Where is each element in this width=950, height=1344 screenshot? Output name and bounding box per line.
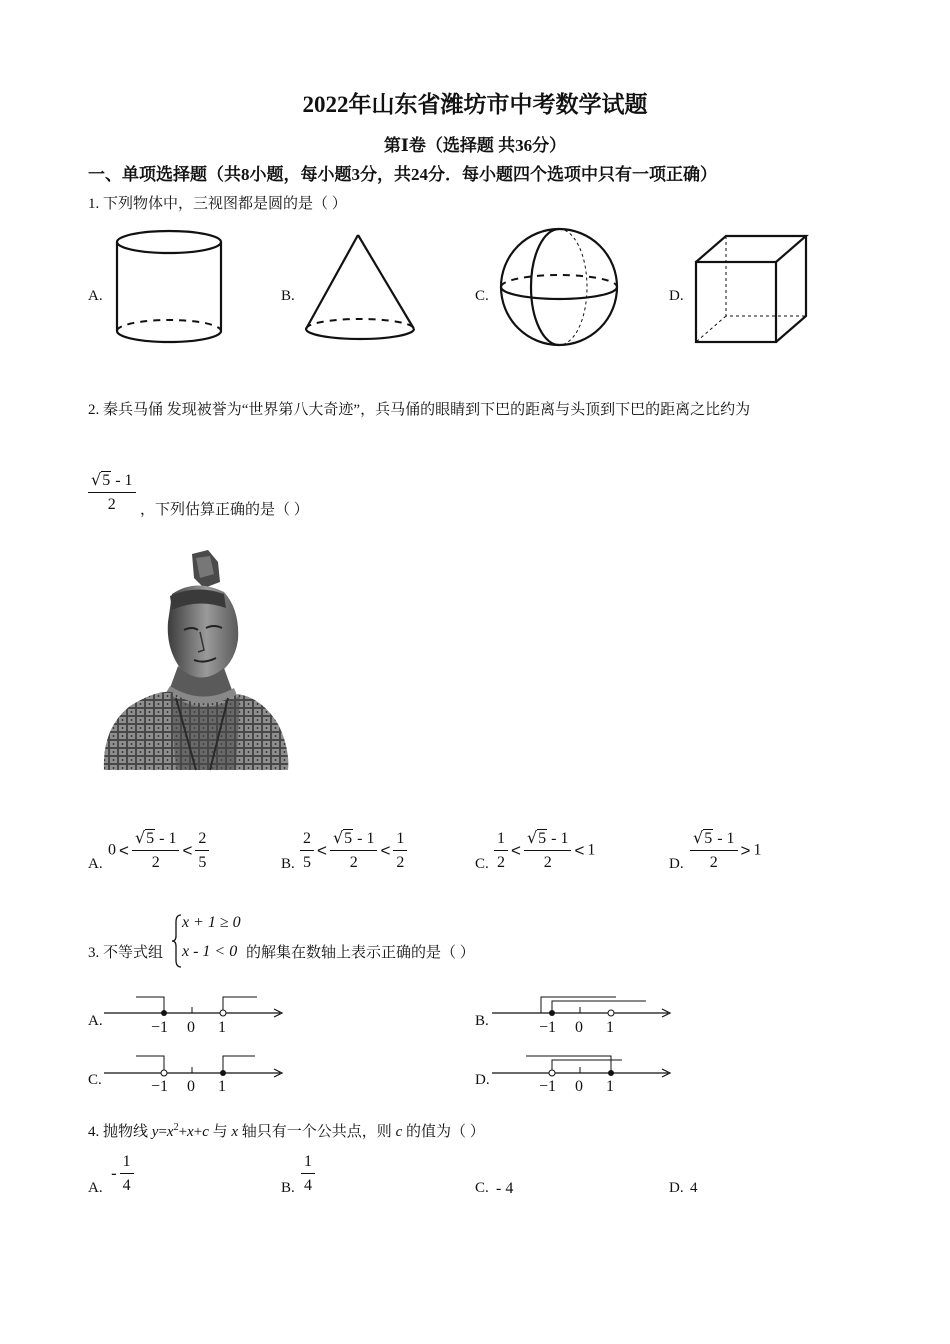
q2-option-c-expression: $\frac{1}{2}$ < $\frac{√5 - 1}{2}$ < 1: [494, 830, 595, 871]
inequality-1: x + 1 ≥ 0: [182, 914, 241, 931]
tick-label-1-d: 1: [606, 1078, 614, 1095]
number-line-a: [104, 992, 286, 1032]
number-line-d: [492, 1052, 674, 1092]
question-1-text: 1. 下列物体中，三视图都是圆的是（ ）: [88, 196, 347, 212]
q2-option-d-expression: $\frac{√5 - 1}{2}$ > 1: [690, 830, 761, 871]
tick-label-neg1-a: −1: [151, 1019, 169, 1036]
number-line-b: [492, 992, 674, 1032]
section-heading: 一、单项选择题（共8小题，每小题3分，共24分．每小题四个选项中只有一项正确）: [88, 165, 717, 184]
cylinder-figure: [112, 228, 228, 348]
tick-label-neg1-c: −1: [151, 1078, 169, 1095]
tick-label-1-b: 1: [606, 1019, 614, 1036]
cube-figure: [692, 232, 812, 348]
question-4-text: 4. 抛物线 $y=x^2+x+c$ 与 x 轴只有一个公共点，则 c 的值为（ ）: [88, 1122, 485, 1140]
q2-option-c-label: C.: [475, 856, 489, 872]
sqrt-radicand: 5: [102, 472, 111, 489]
tick-label-0-d: 0: [575, 1078, 583, 1095]
q4-option-d-label: D.: [669, 1180, 684, 1196]
system-brace: [172, 914, 182, 968]
q4-option-a-value: - $\frac{1}{4}$: [108, 1154, 134, 1194]
q4-option-a-label: A.: [88, 1180, 103, 1196]
sphere-figure: [498, 226, 622, 350]
question-2-text: 2. 秦兵马俑 发现被誉为“世界第八大奇迹”，兵马俑的眼睛到下巴的距离与头顶到下巴的距离之比约为: [88, 402, 751, 418]
tick-label-0-c: 0: [187, 1078, 195, 1095]
q2-option-d-label: D.: [669, 856, 684, 872]
terracotta-warrior-image: [100, 548, 290, 770]
page-title: 2022年山东省潍坊市中考数学试题: [302, 92, 648, 117]
inequality-2: x - 1 < 0: [182, 943, 238, 960]
q1-option-c-label: C.: [475, 288, 489, 304]
question-3-suffix: 的解集在数轴上表示正确的是（ ）: [246, 945, 475, 961]
golden-ratio-fraction: $\frac{√5 - 1}{2}$: [88, 472, 136, 513]
question-2-text-continued: ，下列估算正确的是（ ）: [140, 502, 309, 518]
tick-label-0-a: 0: [187, 1019, 195, 1036]
section-subtitle: 第Ⅰ卷（选择题 共36分）: [383, 136, 567, 155]
q2-option-b-label: B.: [281, 856, 295, 872]
q2-option-a-label: A.: [88, 856, 103, 872]
question-3-prefix: 3. 不等式组: [88, 945, 164, 961]
q3-option-a-label: A.: [88, 1013, 103, 1029]
tick-label-neg1-d: −1: [539, 1078, 557, 1095]
tick-label-0-b: 0: [575, 1019, 583, 1036]
q4-option-b-value: $\frac{1}{4}$: [301, 1154, 315, 1194]
q1-option-d-label: D.: [669, 288, 684, 304]
q2-option-a-expression: 0 < $\frac{√5 - 1}{2}$ < $\frac{2}{5}$: [108, 830, 209, 871]
tick-label-1-c: 1: [218, 1078, 226, 1095]
q3-option-d-label: D.: [475, 1072, 490, 1088]
q4-option-d-value: 4: [690, 1180, 698, 1196]
number-line-c: [104, 1052, 286, 1092]
q3-option-b-label: B.: [475, 1013, 489, 1029]
q1-option-b-label: B.: [281, 288, 295, 304]
tick-label-1-a: 1: [218, 1019, 226, 1036]
q3-option-c-label: C.: [88, 1072, 102, 1088]
q1-option-a-label: A.: [88, 288, 103, 304]
cone-figure: [302, 232, 420, 346]
q4-option-b-label: B.: [281, 1180, 295, 1196]
q4-option-c-value: - 4: [496, 1180, 514, 1197]
q4-option-c-label: C.: [475, 1180, 489, 1196]
q2-option-b-expression: $\frac{2}{5}$ < $\frac{√5 - 1}{2}$ < $\frac{1}{2}$: [300, 830, 407, 871]
tick-label-neg1-b: −1: [539, 1019, 557, 1036]
